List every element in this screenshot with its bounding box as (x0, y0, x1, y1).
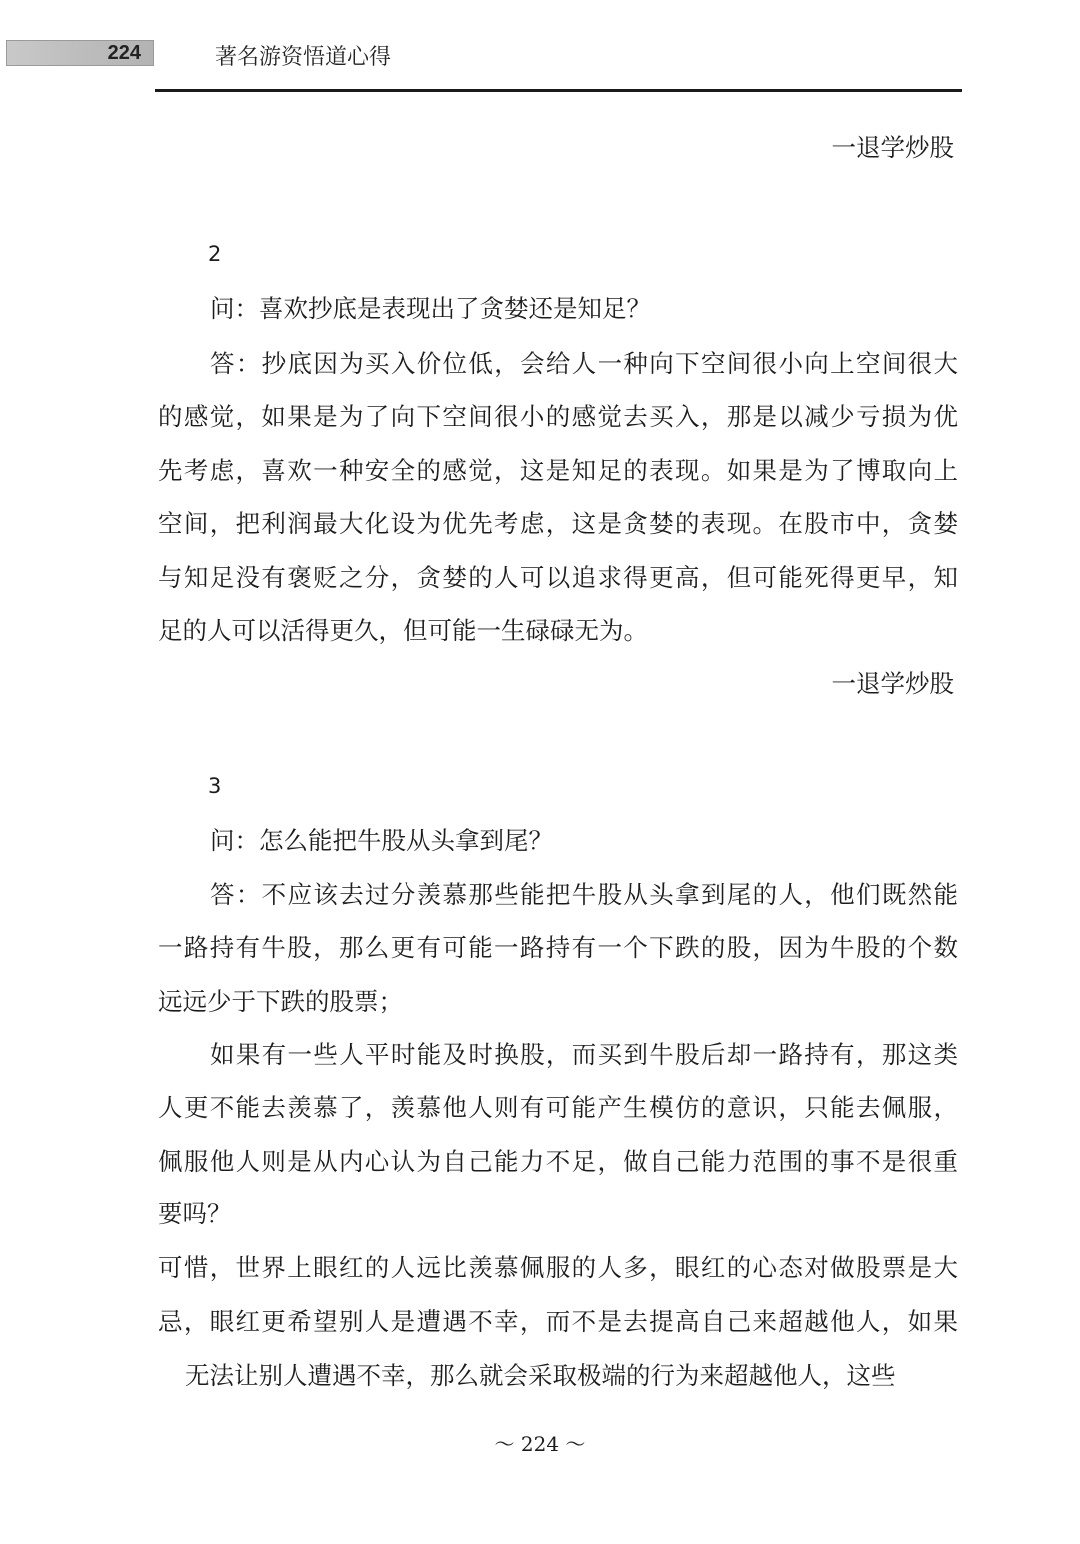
question: 问：喜欢抄底是表现出了贪婪还是知足？ (210, 294, 651, 323)
answer-line: 空间，把利润最大化设为优先考虑，这是贪婪的表现。在股市中，贪婪 (158, 509, 958, 538)
signature: 一退学炒股 (831, 133, 954, 162)
answer-line: 一路持有牛股，那么更有可能一路持有一个下跌的股，因为牛股的个数 (158, 933, 958, 962)
question: 问：怎么能把牛股从头拿到尾？ (210, 826, 553, 855)
page-number-tab (6, 40, 154, 66)
answer-line: 远远少于下跌的股票； (158, 987, 403, 1016)
paragraph-line: 如果有一些人平时能及时换股，而买到牛股后却一路持有，那这类 (210, 1040, 958, 1069)
header-page-number: 224 (107, 42, 141, 64)
paragraph-line: 无法让别人遭遇不幸，那么就会采取极端的行为来超越他人，这些 (185, 1361, 896, 1390)
entry-number: 2 (208, 242, 222, 266)
signature: 一退学炒股 (831, 669, 954, 698)
page-folio: ～ 224 ～ (494, 1432, 586, 1456)
running-title: 著名游资悟道心得 (215, 45, 392, 70)
answer-line: 的感觉，如果是为了向下空间很小的感觉去买入，那是以减少亏损为优 (158, 402, 958, 431)
answer-line: 答：不应该去过分羡慕那些能把牛股从头拿到尾的人，他们既然能 (210, 880, 958, 909)
answer-line: 足的人可以活得更久，但可能一生碌碌无为。 (158, 616, 648, 645)
entry-number: 3 (208, 774, 222, 798)
paragraph-line: 人更不能去羡慕了，羡慕他人则有可能产生模仿的意识，只能去佩服， (158, 1093, 958, 1122)
answer-line: 与知足没有褒贬之分，贪婪的人可以追求得更高，但可能死得更早，知 (158, 563, 958, 592)
header-rule (155, 89, 962, 92)
answer-line: 先考虑，喜欢一种安全的感觉，这是知足的表现。如果是为了博取向上 (158, 456, 958, 485)
paragraph-line: 佩服他人则是从内心认为自己能力不足，做自己能力范围的事不是很重 (158, 1147, 958, 1176)
paragraph-line: 忌，眼红更希望别人是遭遇不幸，而不是去提高自己来超越他人，如果 (158, 1307, 958, 1336)
paragraph-line: 可惜，世界上眼红的人远比羡慕佩服的人多，眼红的心态对做股票是大 (158, 1253, 958, 1282)
paragraph-line: 要吗？ (158, 1199, 232, 1228)
answer-line: 答：抄底因为买入价位低，会给人一种向下空间很小向上空间很大 (210, 349, 958, 378)
